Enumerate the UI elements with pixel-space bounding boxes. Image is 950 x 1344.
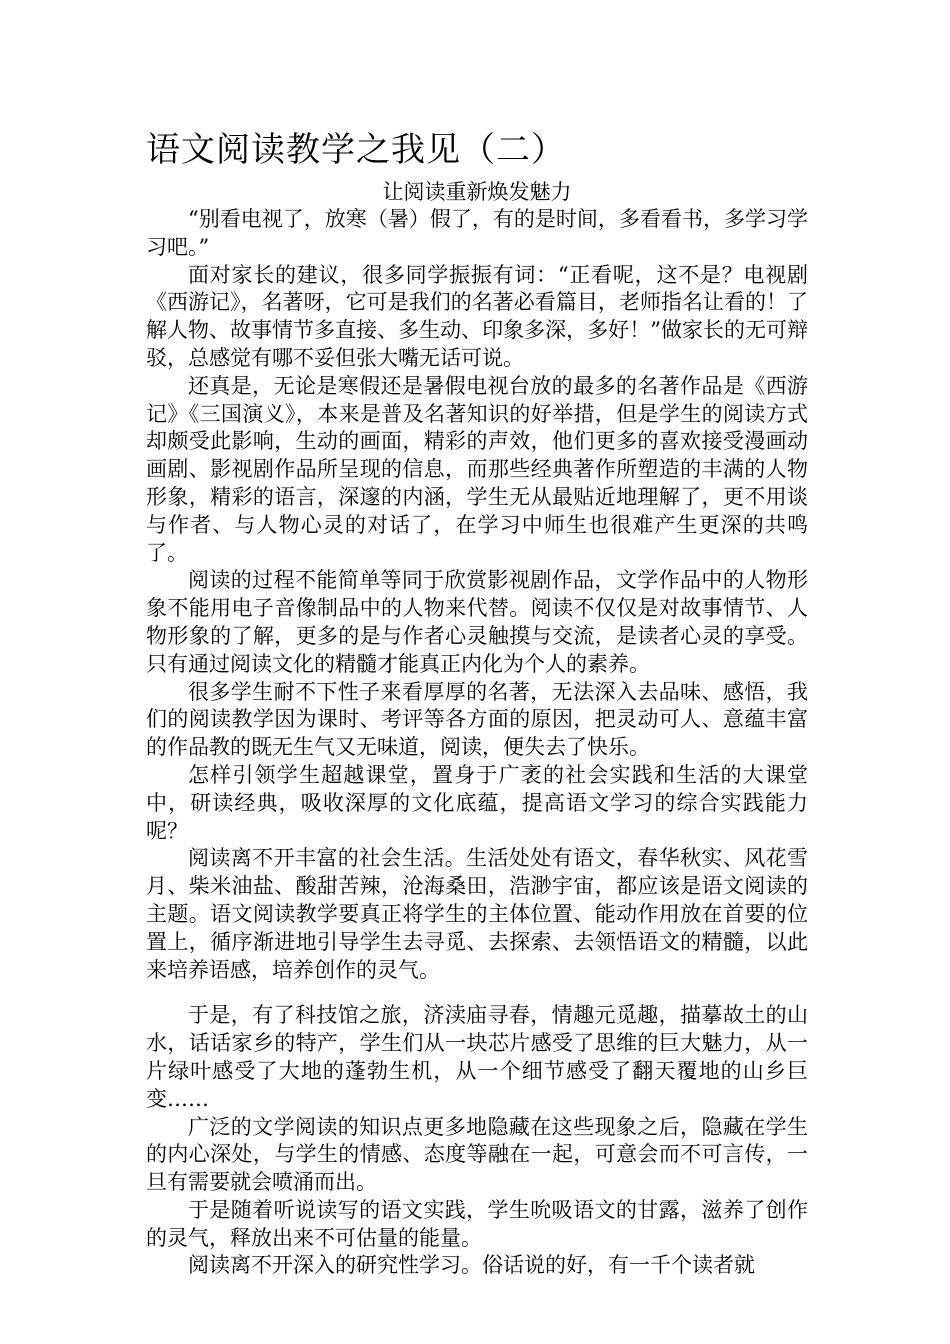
- paragraph-8: 于是，有了科技馆之旅，济渎庙寻春，情趣元觅趣，描摹故土的山水，话话家乡的特产，学生们从一块芯片感受了思维的巨大魅力，从一片绿叶感受了大地的蓬勃生机，从一个细节感受了翻天覆地的山乡巨变……: [146, 1003, 808, 1111]
- paragraph-9: 广泛的文学阅读的知识点更多地隐藏在这些现象之后，隐藏在学生的内心深处，与学生的情感、态度等融在一起，可意会而不可言传，一旦有需要就会喷涌而出。: [146, 1114, 808, 1195]
- paragraph-4: 阅读的过程不能简单等同于欣赏影视剧作品，文学作品中的人物形象不能用电子音像制品中的人物来代替。阅读不仅仅是对故事情节、人物形象的了解，更多的是与作者心灵触摸与交流，是读者心灵的享受。只有通过阅读文化的精髓才能真正内化为个人的素养。: [146, 568, 808, 676]
- paragraph-2: 面对家长的建议，很多同学振振有词：“正看呢，这不是？电视剧《西游记》，名著呀，它可是我们的名著必看篇目，老师指名让看的！了解人物、故事情节多直接、多生动、印象多深，多好！”做家长的无可辩驳，总感觉有哪不妥但张大嘴无话可说。: [146, 262, 808, 370]
- document-title: 语文阅读教学之我见（二）: [146, 130, 566, 170]
- document-page: [146, 128, 808, 1280]
- paragraph-11: 阅读离不开深入的研究性学习。俗话说的好，有一千个读者就: [188, 1253, 755, 1278]
- paragraph-3: 还真是，无论是寒假还是暑假电视台放的最多的名著作品是《西游记》《三国演义》，本来是普及名著知识的好举措，但是学生的阅读方式却颇受此影响，生动的画面，精彩的声效，他们更多的喜欢接受漫画动画剧、影视剧作品所呈现的信息，而那些经典著作所塑造的丰满的人物形象，精彩的语言，深邃的内涵，学生无从最贴近地理解了，更不用谈与作者、与人物心灵的对话了，在学习中师生也很难产生更深的共鸣了。: [146, 373, 808, 565]
- paragraph-1: “别看电视了，放寒（暑）假了，有的是时间，多看看书，多学习学习吧。”: [146, 207, 808, 259]
- document-subtitle: 让阅读重新焕发魅力: [382, 180, 572, 204]
- paragraph-10: 于是随着听说读写的语文实践，学生吮吸语文的甘露，滋养了创作的灵气，释放出来不可估量的能量。: [146, 1197, 808, 1250]
- paragraph-6: 怎样引领学生超越课堂，置身于广袤的社会实践和生活的大课堂中，研读经典，吸收深厚的文化底蕴，提高语文学习的综合实践能力呢？: [146, 762, 808, 843]
- paragraph-5: 很多学生耐不下性子来看厚厚的名著，无法深入去品味、感悟，我们的阅读教学因为课时、考评等各方面的原因，把灵动可人、意蕴丰富的作品教的既无生气又无味道，阅读，便失去了快乐。: [146, 679, 808, 760]
- paragraph-7: 阅读离不开丰富的社会生活。生活处处有语文，春华秋实、风花雪月、柴米油盐、酸甜苦辣，沧海桑田，浩渺宇宙，都应该是语文阅读的主题。语文阅读教学要真正将学生的主体位置、能动作用放在首要的位置上，循序渐进地引导学生去寻觅、去探索、去领悟语文的精髓，以此来培养语感，培养创作的灵气。: [146, 846, 808, 982]
